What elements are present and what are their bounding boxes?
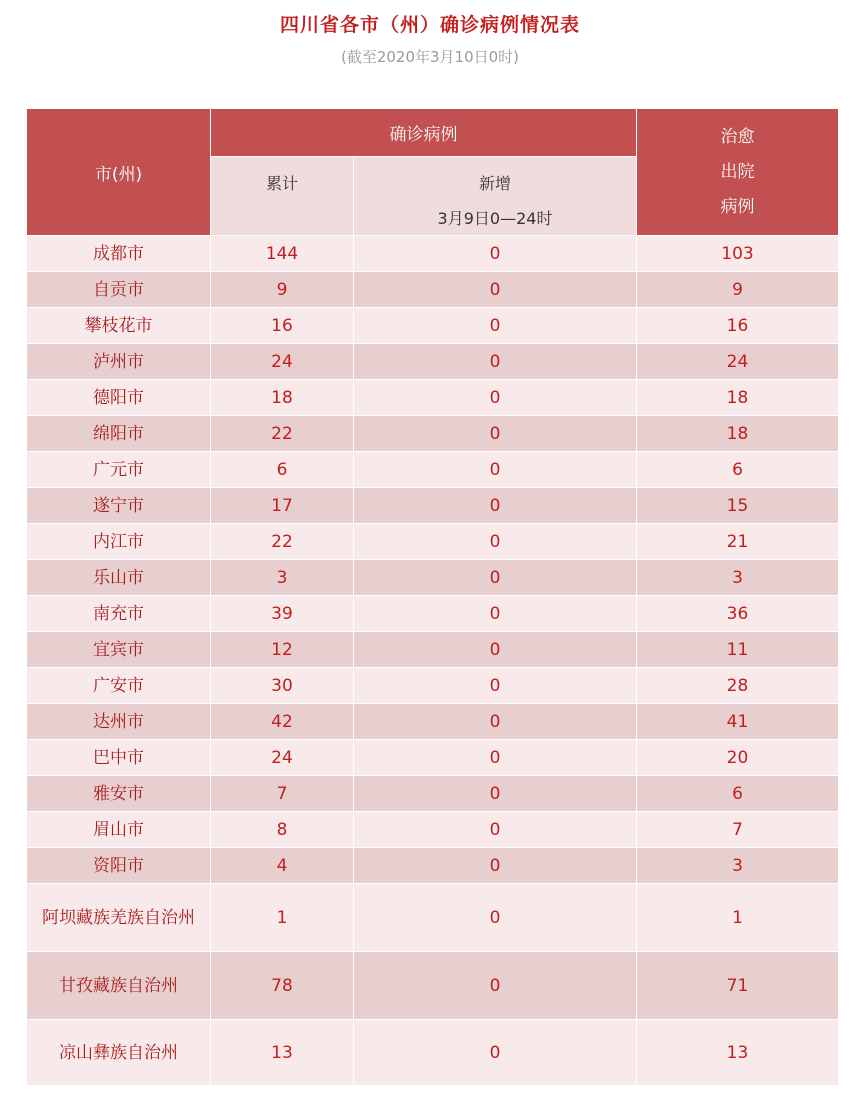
cell-city: 成都市: [27, 236, 211, 272]
table-row: [27, 560, 839, 596]
header-recovered: [637, 109, 839, 236]
cell-recovered: 18: [637, 380, 839, 416]
table-row: [27, 596, 839, 632]
cell-city: 德阳市: [27, 380, 211, 416]
cell-recovered: 28: [637, 668, 839, 704]
table-row: [27, 952, 839, 1020]
cell-recovered: 1: [637, 884, 839, 952]
page-title: 四川省各市（州）确诊病例情况表: [279, 14, 580, 36]
table-row: [27, 1020, 839, 1086]
cases-table: [26, 108, 839, 1086]
cell-new: 0: [354, 668, 637, 704]
cell-cumulative: 16: [211, 308, 354, 344]
cell-recovered: 71: [637, 952, 839, 1020]
cell-new: 0: [354, 416, 637, 452]
header-recovered-line-3: 病例: [720, 196, 755, 217]
cell-city: 广元市: [27, 452, 211, 488]
header-cumulative: [211, 157, 354, 236]
cell-city: 眉山市: [27, 812, 211, 848]
cell-new: 0: [354, 524, 637, 560]
cell-cumulative: 144: [211, 236, 354, 272]
cell-city: 遂宁市: [27, 488, 211, 524]
cell-new: 0: [354, 1020, 637, 1086]
header-new-date: 3月9日0—24时: [437, 209, 553, 228]
cell-recovered: 11: [637, 632, 839, 668]
cell-recovered: 36: [637, 596, 839, 632]
cell-new: 0: [354, 740, 637, 776]
table-row: [27, 704, 839, 740]
header-new-label: 新增: [478, 174, 511, 193]
cell-city: 攀枝花市: [27, 308, 211, 344]
cell-city: 达州市: [27, 704, 211, 740]
header-cumulative-label: 累计: [265, 174, 298, 193]
cell-recovered: 20: [637, 740, 839, 776]
table-row: [27, 668, 839, 704]
cell-city: 宜宾市: [27, 632, 211, 668]
table-row: [27, 812, 839, 848]
header-recovered-line-2: 出院: [720, 161, 755, 182]
table-row: [27, 380, 839, 416]
cell-recovered: 9: [637, 272, 839, 308]
cell-recovered: 6: [637, 452, 839, 488]
cell-cumulative: 3: [211, 560, 354, 596]
cell-new: 0: [354, 452, 637, 488]
cell-cumulative: 7: [211, 776, 354, 812]
cell-city: 甘孜藏族自治州: [27, 952, 211, 1020]
cell-cumulative: 24: [211, 740, 354, 776]
cell-new: 0: [354, 308, 637, 344]
cell-city: 凉山彝族自治州: [27, 1020, 211, 1086]
cell-new: 0: [354, 272, 637, 308]
cell-cumulative: 78: [211, 952, 354, 1020]
cell-cumulative: 22: [211, 524, 354, 560]
cell-recovered: 21: [637, 524, 839, 560]
cell-city: 雅安市: [27, 776, 211, 812]
cell-recovered: 6: [637, 776, 839, 812]
cell-recovered: 3: [637, 848, 839, 884]
cell-city: 泸州市: [27, 344, 211, 380]
cell-city: 资阳市: [27, 848, 211, 884]
table-row: [27, 884, 839, 952]
table-row: [27, 236, 839, 272]
cell-cumulative: 22: [211, 416, 354, 452]
cell-recovered: 13: [637, 1020, 839, 1086]
cell-city: 巴中市: [27, 740, 211, 776]
cell-cumulative: 13: [211, 1020, 354, 1086]
header-city: 市(州): [27, 109, 211, 236]
table-row: [27, 272, 839, 308]
cell-new: 0: [354, 488, 637, 524]
cell-city: 绵阳市: [27, 416, 211, 452]
cell-city: 南充市: [27, 596, 211, 632]
cell-recovered: 103: [637, 236, 839, 272]
cell-cumulative: 4: [211, 848, 354, 884]
cell-cumulative: 42: [211, 704, 354, 740]
cell-city: 自贡市: [27, 272, 211, 308]
cell-new: 0: [354, 776, 637, 812]
cell-cumulative: 6: [211, 452, 354, 488]
table-row: [27, 740, 839, 776]
cell-new: 0: [354, 884, 637, 952]
table-row: [27, 452, 839, 488]
table-row: [27, 488, 839, 524]
cell-city: 内江市: [27, 524, 211, 560]
table-row: [27, 524, 839, 560]
cell-city: 广安市: [27, 668, 211, 704]
cell-recovered: 41: [637, 704, 839, 740]
cell-new: 0: [354, 848, 637, 884]
cell-new: 0: [354, 596, 637, 632]
cell-new: 0: [354, 560, 637, 596]
cell-recovered: 15: [637, 488, 839, 524]
header-new: [354, 157, 637, 236]
cell-cumulative: 9: [211, 272, 354, 308]
cell-cumulative: 12: [211, 632, 354, 668]
cell-cumulative: 17: [211, 488, 354, 524]
cell-cumulative: 8: [211, 812, 354, 848]
page-subtitle: (截至2020年3月10日0时): [340, 48, 520, 66]
table-row: [27, 308, 839, 344]
cell-new: 0: [354, 704, 637, 740]
cell-recovered: 7: [637, 812, 839, 848]
cell-recovered: 18: [637, 416, 839, 452]
table-row: [27, 848, 839, 884]
table-row: [27, 776, 839, 812]
cell-new: 0: [354, 380, 637, 416]
cell-recovered: 24: [637, 344, 839, 380]
cell-new: 0: [354, 812, 637, 848]
table-body: [27, 236, 839, 1086]
table-row: [27, 416, 839, 452]
table-row: [27, 632, 839, 668]
cell-recovered: 16: [637, 308, 839, 344]
cell-cumulative: 30: [211, 668, 354, 704]
cell-new: 0: [354, 344, 637, 380]
cell-recovered: 3: [637, 560, 839, 596]
header-recovered-line-1: 治愈: [720, 126, 755, 147]
cell-new: 0: [354, 236, 637, 272]
cell-cumulative: 1: [211, 884, 354, 952]
cell-cumulative: 18: [211, 380, 354, 416]
cell-new: 0: [354, 952, 637, 1020]
cell-new: 0: [354, 632, 637, 668]
cell-city: 乐山市: [27, 560, 211, 596]
cell-cumulative: 24: [211, 344, 354, 380]
table-header: [27, 109, 839, 236]
header-confirmed-group: 确诊病例: [211, 109, 637, 157]
cell-cumulative: 39: [211, 596, 354, 632]
cell-city: 阿坝藏族羌族自治州: [27, 884, 211, 952]
table-row: [27, 344, 839, 380]
